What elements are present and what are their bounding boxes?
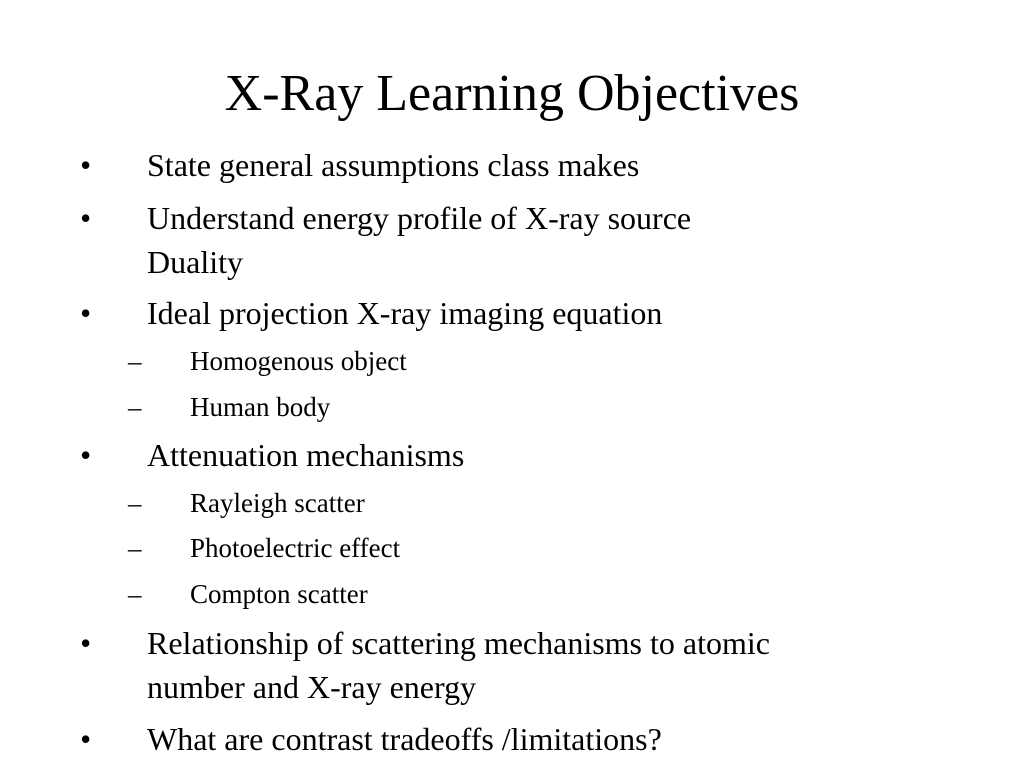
bullet-marker: • (80, 200, 92, 236)
bullet-text: What are contrast tradeoffs /limitations? (147, 721, 662, 757)
bullet-text: Understand energy profile of X-ray source Duality (147, 200, 692, 280)
sub-bullet-text: Human body (190, 392, 331, 422)
dash-marker: – (128, 392, 142, 422)
bullet-marker: • (80, 147, 92, 183)
bullet-marker: • (80, 295, 92, 331)
dash-marker: – (128, 488, 142, 518)
bullet-text: Ideal projection X-ray imaging equation (147, 295, 663, 331)
bullet-text: Attenuation mechanisms (147, 437, 465, 473)
sub-bullet-text: Photoelectric effect (190, 533, 401, 563)
dash-marker: – (128, 579, 142, 609)
bullet-text: Relationship of scattering mechanisms to atomic number and X-ray energy (147, 625, 770, 705)
sub-bullet-text: Rayleigh scatter (190, 488, 365, 518)
slide-title: X-Ray Learning Objectives (224, 65, 800, 122)
sub-bullet-text: Compton scatter (190, 579, 368, 609)
bullet-text: State general assumptions class makes (147, 147, 640, 183)
bullet-marker: • (80, 721, 92, 757)
sub-bullet-text: Homogenous object (190, 346, 407, 376)
bullet-marker: • (80, 437, 92, 473)
bullet-marker: • (80, 625, 92, 661)
dash-marker: – (128, 346, 142, 376)
dash-marker: – (128, 533, 142, 563)
